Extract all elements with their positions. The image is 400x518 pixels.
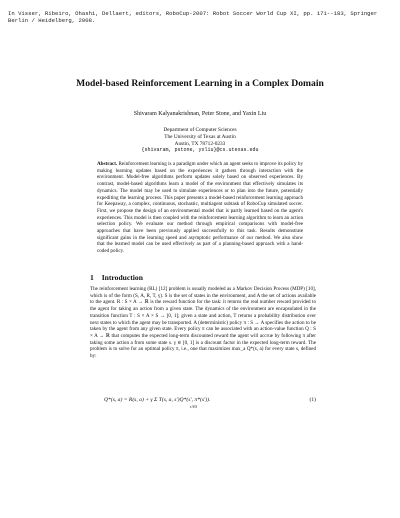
equation-subscript: s′∈S — [190, 405, 198, 409]
affiliation-emails: {shivaram, pstone, yxliu}@cs.utexas.edu — [141, 147, 259, 154]
citation-header: In Visser, Ribeiro, Ohashi, Dellaert, editors, RoboCup-2007: Robot Soccer World Cup XI, pp. 171--183, Springer Berlin / Heidelberg, 2008. — [8, 10, 378, 24]
section-body: The reinforcement learning (RL) [12] problem is usually modeled as a Markov Decision Process (MDP) [10], which is of the form (S, A, R, T, γ). S is the set of states in the environment, and A the set of actions available to the agent. R : S × A → ℝ is the reward function for the task: it returns the real number reward provided to the agent for taking an action from a given state. The dynamics of the environment are encapsulated in the transition function T : S × A × S → [0, 1]; given a state and action, T returns a probability distribution over next states to which the agent may be transported. A (deterministic) policy π : S → A specifies the action to be taken by the agent from any given state. Every policy π can be associated with an action-value function Q : S × A → ℝ that computes the expected long-term discounted reward the agent will accrue by following π after taking some action a from some state s. γ ∈ [0, 1] is a discount factor in the expected long-term reward. The problem is to solve for an optimal policy π, i.e., one that maximizes max_a Q*(s, a) for every state s, defined by: — [90, 286, 316, 360]
abstract-text: Reinforcement learning is a paradigm under which an agent seeks to improve its policy by making learning updates based on the experiences it gathers through interaction with the environment. Model-free algorithms perform updates solely based on observed experiences. By contrast, model-based algorithms learn a model of the environment that effectively simulates its dynamics. The model may be used to simulate experiences or to plan into the future, potentially expediting the learning process. This paper presents a model-based reinforcement learning approach for Keepaway, a complex, continuous, stochastic, multiagent subtask of RoboCup simulated soccer. First, we propose the design of an environmental model that is partly learned based on the agent's experiences. This model is then coupled with the reinforcement learning algorithm to learn an action selection policy. We evaluate our method through empirical comparisons with model-free approaches that have been previously applied successfully to this task. Results demonstrate significant gains in the learning speed and asymptotic performance of our method. We also show that the learned model can be used effectively as part of a planning-based approach with a hand-coded policy. — [97, 161, 303, 255]
paper-title: Model-based Reinforcement Learning in a Complex Domain — [76, 78, 324, 89]
affiliation-university: The University of Texas at Austin — [164, 133, 236, 140]
abstract-label: Abstract. — [97, 161, 118, 167]
equation-1 — [90, 395, 316, 409]
equation-expression: Q*(s, a) = R(s, a) + γ Σ T(s, a, s′)Q*(s′, π*(s′)). — [104, 397, 211, 403]
affiliation-department: Department of Computer Sciences — [163, 127, 237, 133]
section-title: Introduction — [101, 273, 143, 282]
section-number: 1 — [90, 273, 94, 282]
abstract — [97, 161, 303, 255]
paper-authors: Shivaram Kalyanakrishnan, Peter Stone, and Yaxin Liu — [133, 111, 267, 117]
section-heading — [90, 273, 320, 283]
affiliation-block — [60, 127, 340, 154]
affiliation-city: Austin, TX 78712-0233 — [174, 140, 226, 147]
equation-number: (1) — [309, 397, 316, 403]
